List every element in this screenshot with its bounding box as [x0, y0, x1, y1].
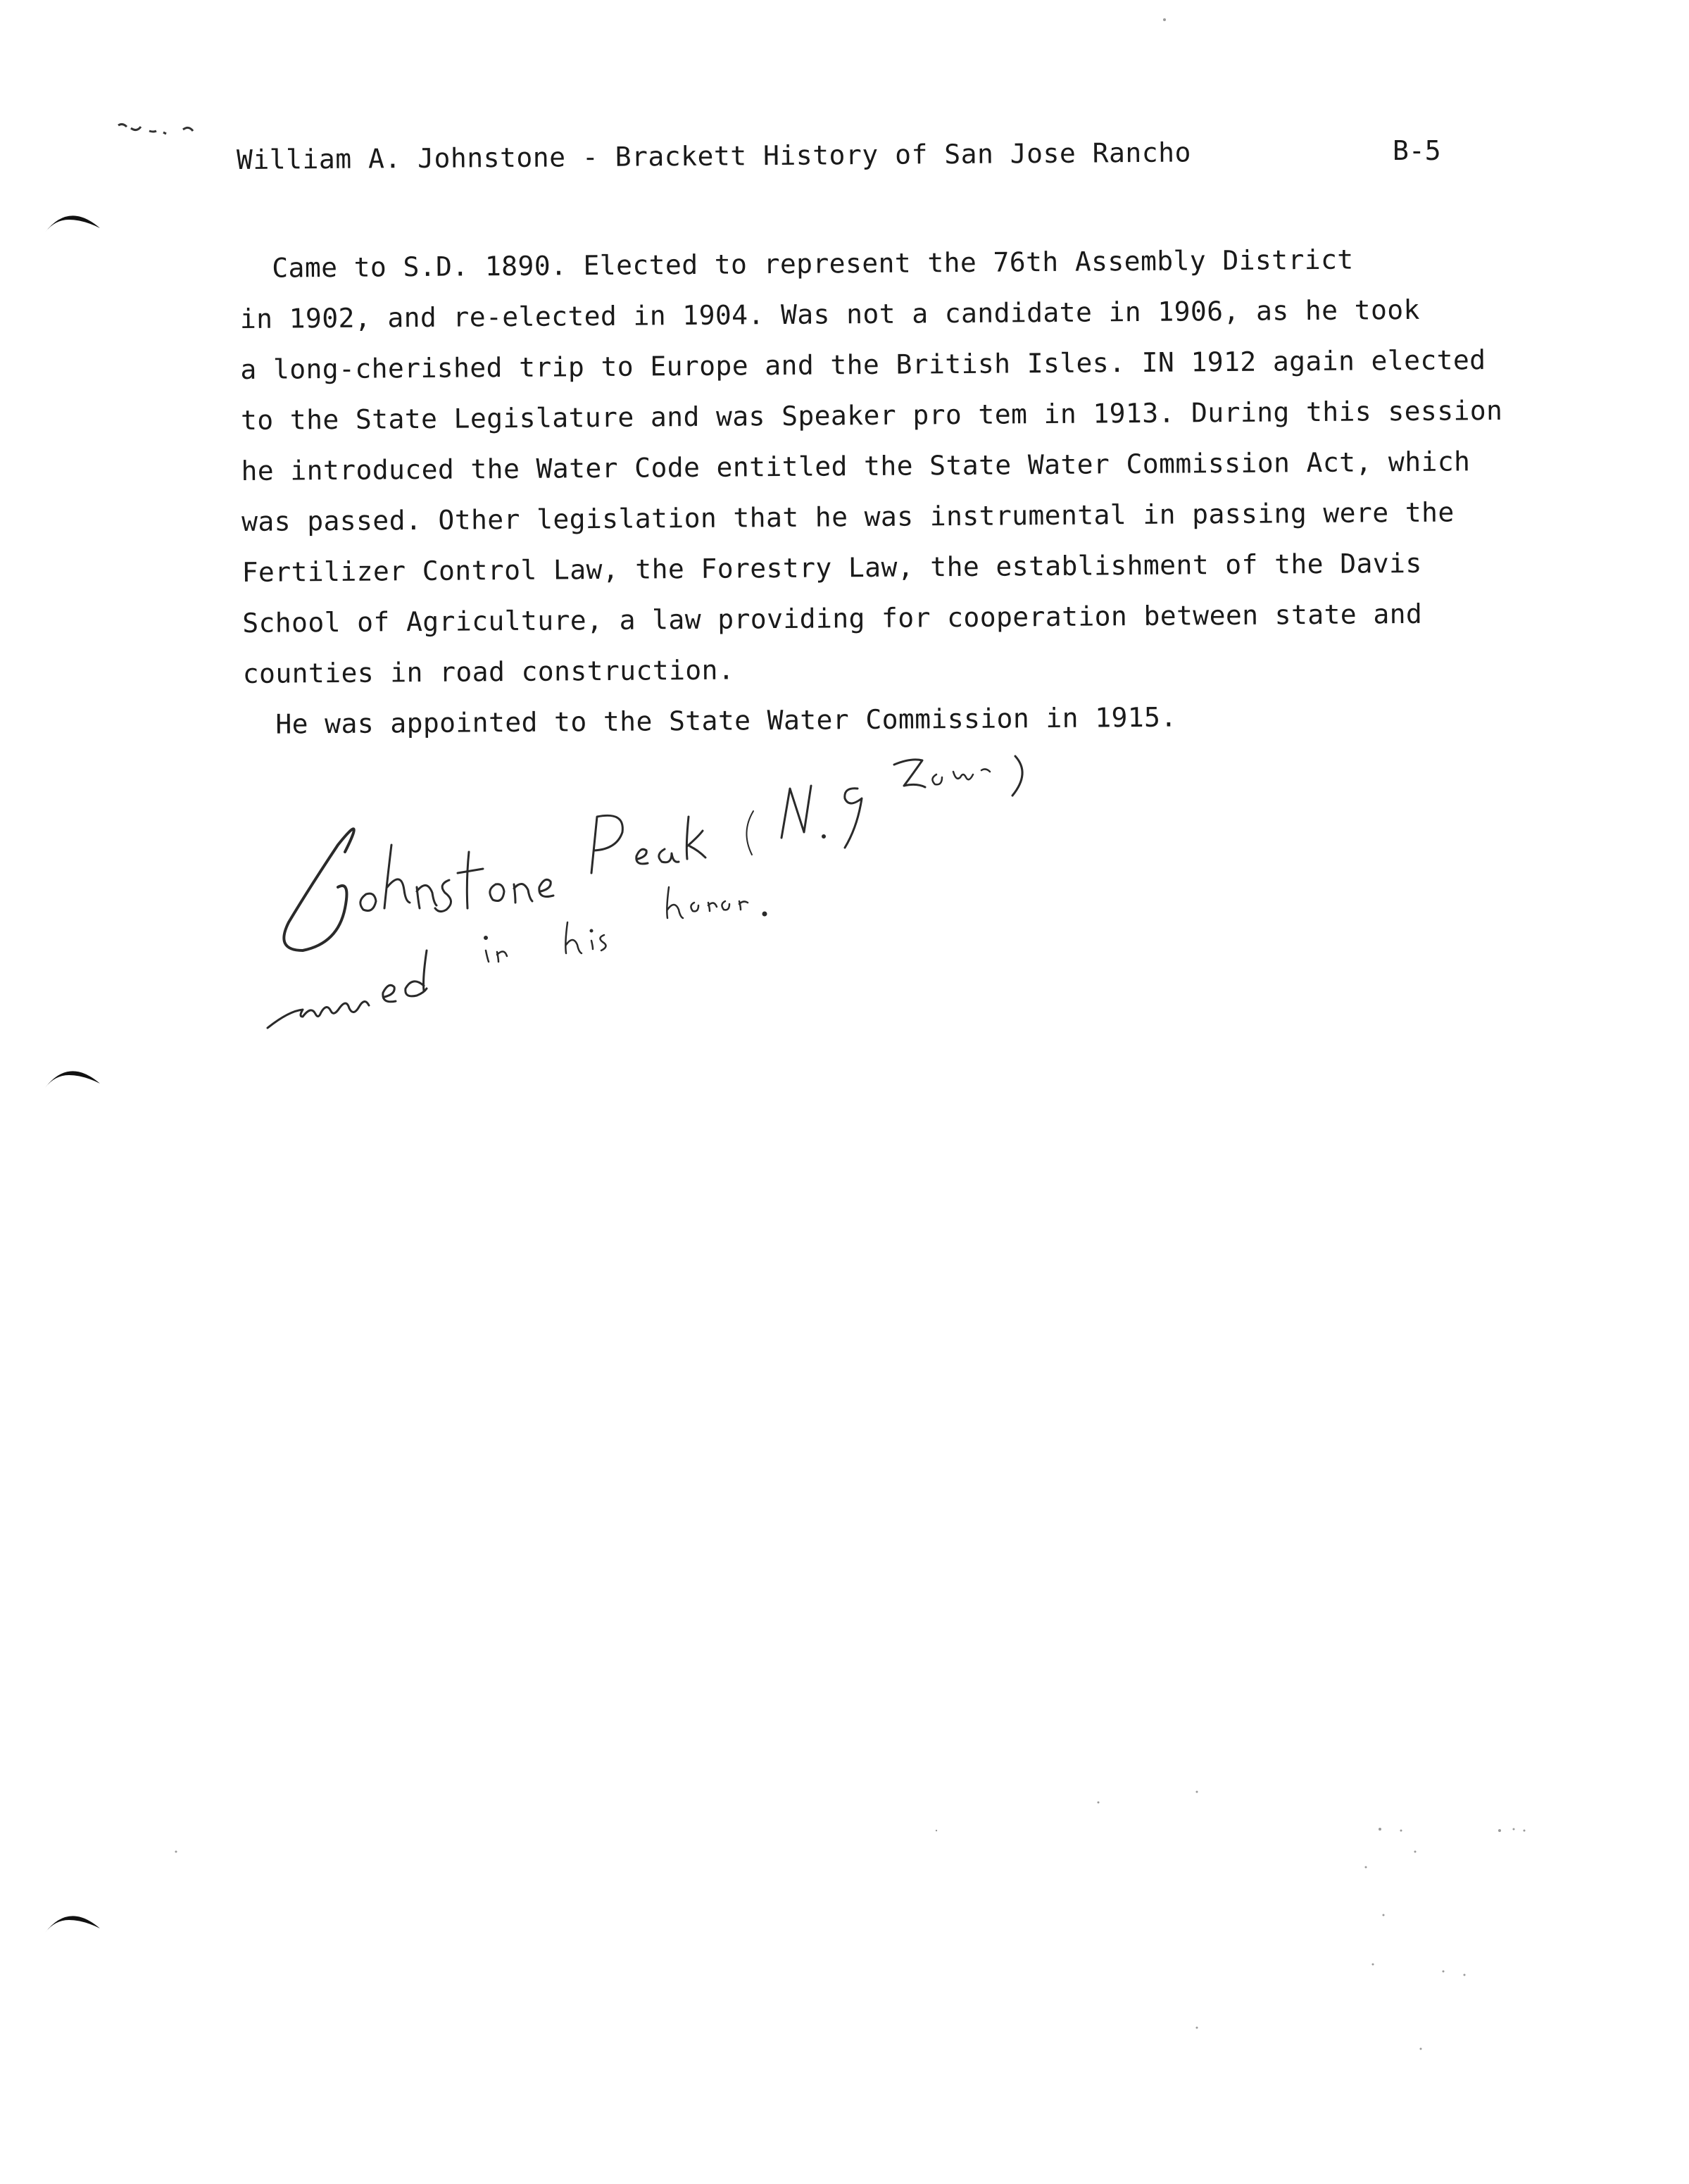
body-line: was passed. Other legislation that he was instrumental in passing were the	[241, 496, 1455, 537]
closing-line: He was appointed to the State Water Commission in 1915.	[275, 701, 1177, 740]
body-line: Came to S.D. 1890. Elected to represent the 76th Assembly District	[272, 244, 1354, 284]
body-line: School of Agriculture, a law providing for cooperation between state and	[242, 598, 1423, 639]
scan-marks	[113, 118, 225, 146]
page-number: B-5	[1393, 135, 1441, 166]
punch-hole-bottom	[41, 1904, 104, 1938]
body-line: counties in road construction.	[242, 654, 735, 689]
punch-hole-middle	[41, 1060, 104, 1093]
punch-hole-top	[41, 204, 104, 238]
body-line: to the State Legislature and was Speaker pro tem in 1913. During this session	[240, 394, 1503, 436]
body-line: Fertilizer Control Law, the Forestry Law, the establishment of the Davis	[241, 547, 1422, 588]
body-line: a long-cherished trip to Europe and the British Isles. IN 1912 again elected	[240, 344, 1486, 385]
handwritten-note	[260, 746, 1063, 1084]
body-text	[239, 233, 1532, 750]
body-line: he introduced the Water Code entitled the State Water Commission Act, which	[241, 446, 1471, 487]
body-line: in 1902, and re-elected in 1904. Was not a candidate in 1906, as he took	[239, 294, 1420, 334]
document-title: William A. Johnstone - Brackett History of San Jose Rancho	[236, 137, 1192, 175]
